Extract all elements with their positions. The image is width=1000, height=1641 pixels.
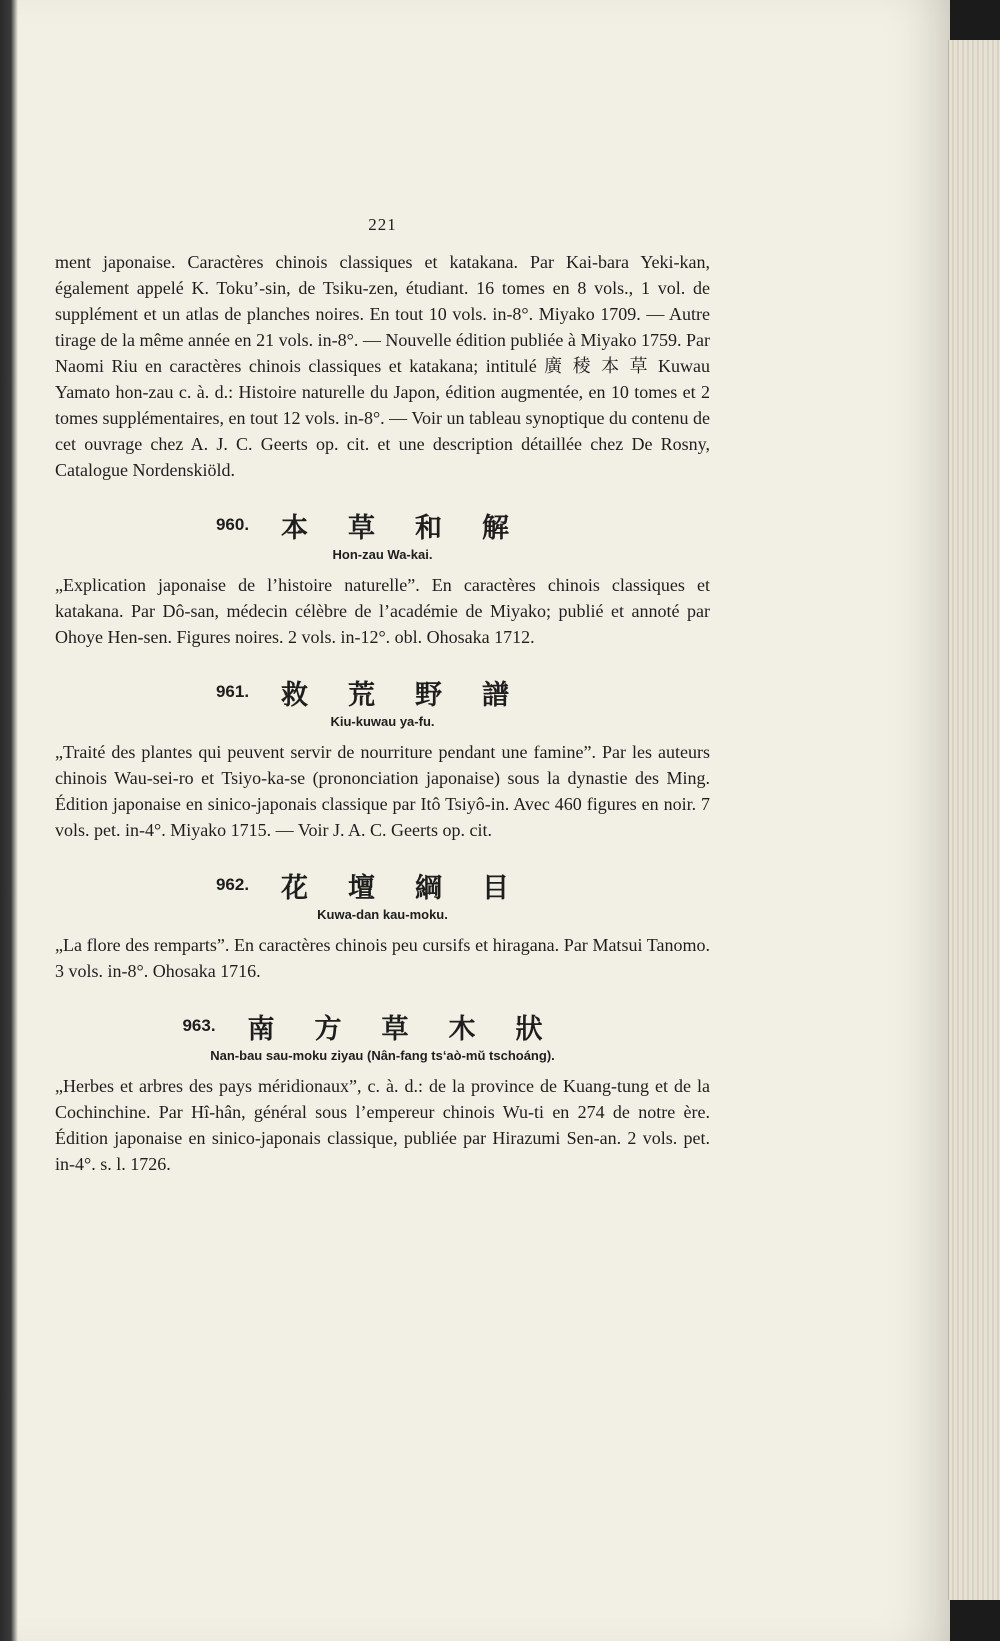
entry-heading: [55, 507, 710, 543]
entry-kanji-title: 南方草木狀: [247, 1013, 583, 1045]
entry-romaji-title: Kiu-kuwau ya-fu.: [330, 714, 435, 729]
entry-heading: [55, 1008, 710, 1044]
entry-kanji-title: 本草和解: [281, 512, 550, 544]
book-cover-edge: [0, 0, 18, 1641]
entry-romaji-title: Kuwa-dan kau-moku.: [317, 907, 448, 922]
entry-number: 961.: [215, 682, 250, 701]
entry-description: „La flore des remparts”. En caractères chinois peu cursifs et hiragana. Par Matsui Tanomo. 3 vols. in-8°. Ohosaka 1716.: [55, 935, 710, 981]
entry-heading: [55, 674, 710, 710]
intro-paragraph: ment japonaise. Caractères chinois classiques et katakana. Par Kai-bara Yeki-kan, également appelé K. Toku’-sin, de Tsiku-zen, étudiant. 16 tomes en 8 vols., 1 vol. de supplément et un atlas de planches noires. En tout 10 vols. in-8°. Miyako 1709. — Autre tirage de la même année en 21 vols. in-8°. — Nouvelle édition publiée à Miyako 1759. Par Naomi Riu en caractères chinois classiques et katakana; intitulé 廣 稜 本 草 Kuwau Yamato hon-zau c. à. d.: Histoire naturelle du Japon, édition augmentée, en 10 tomes et 2 tomes supplémentaires, en tout 12 vols. in-8°. — Voir un tableau synoptique du contenu de cet ouvrage chez A. J. C. Geerts op. cit. et une description détaillée chez De Rosny, Catalogue Nordenskiöld.: [55, 252, 710, 480]
entry-963: [55, 1008, 710, 1177]
page-stack-edges: [948, 40, 1000, 1600]
entry-number: 960.: [215, 515, 250, 534]
entry-kanji-title: 救荒野譜: [281, 679, 550, 711]
entry-960: [55, 507, 710, 650]
entry-961: [55, 674, 710, 843]
entry-number: 963.: [182, 1016, 216, 1035]
entry-description: „Explication japonaise de l’histoire naturelle”. En caractères chinois classiques et katakana. Par Dô-san, médecin célèbre de l’académie de Miyako; publié et annoté par Ohoye Hen-sen. Figures noires. 2 vols. in-12°. obl. Ohosaka 1712.: [55, 575, 710, 647]
entry-kanji-title: 花壇綱目: [281, 872, 550, 904]
page-number: 221: [368, 215, 397, 234]
entry-number: 962.: [215, 875, 250, 894]
entry-romaji-title: Hon-zau Wa-kai.: [332, 547, 433, 562]
entry-description: „Traité des plantes qui peuvent servir de nourriture pendant une famine”. Par les auteurs chinois Wau-sei-ro et Tsiyo-ka-se (prononciation japonaise) sous la dynastie des Ming. Édition japonaise en sinico-japonais classique par Itô Tsiyô-in. Avec 460 figures en noir. 7 vols. pet. in-4°. Miyako 1715. — Voir J. A. C. Geerts op. cit.: [55, 742, 710, 840]
entry-description: „Herbes et arbres des pays méridionaux”, c. à. d.: de la province de Kuang-tung et de la Cochinchine. Par Hî-hân, général sous l’empereur chinois Wu-ti en 274 de notre ère. Édition japonaise en sinico-japonais classique, publiée par Hirazumi Sen-an. 2 vols. pet. in-4°. s. l. 1726.: [55, 1076, 710, 1174]
entry-romaji-title: Nan-bau sau-moku ziyau (Nân-fang ts‘aò-mŭ tschoáng).: [210, 1048, 555, 1063]
entry-962: [55, 867, 710, 984]
page-content: [55, 215, 710, 1177]
entry-heading: [55, 867, 710, 903]
